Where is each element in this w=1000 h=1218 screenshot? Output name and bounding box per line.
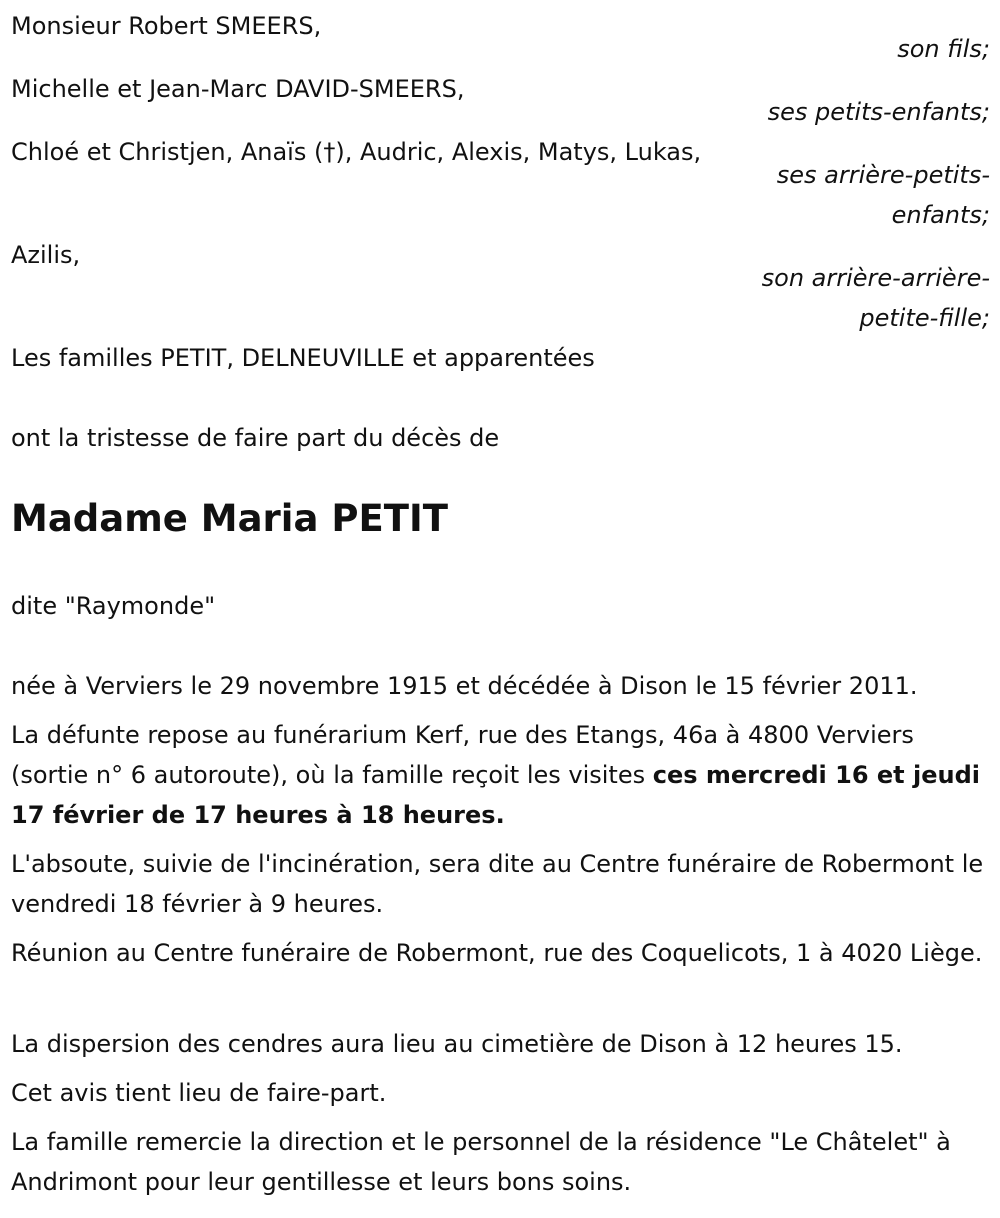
visit-paragraph bbox=[11, 715, 993, 835]
visit-text: La défunte repose au funérarium Kerf, rue des Etangs, 46a à 4800 Verviers (sortie n° 6 autoroute), où la famille reçoit les visites bbox=[11, 721, 914, 789]
dispersion-paragraph: La dispersion des cendres aura lieu au cimetière de Dison à 12 heures 15. bbox=[11, 1030, 903, 1058]
family-name-4: Azilis, bbox=[11, 241, 81, 269]
announcement: ont la tristesse de faire part du décès de bbox=[11, 424, 500, 452]
family-relation-1: son fils; bbox=[897, 35, 990, 63]
reunion-paragraph: Réunion au Centre funéraire de Robermont, rue des Coquelicots, 1 à 4020 Liège. bbox=[11, 939, 983, 967]
family-relation-2: ses petits-enfants; bbox=[767, 98, 990, 126]
family-name-2: Michelle et Jean-Marc DAVID-SMEERS, bbox=[11, 75, 465, 103]
family-relation-4b: petite-fille; bbox=[859, 304, 990, 332]
family-relation-3a: ses arrière-petits- bbox=[776, 161, 990, 189]
visit-hours: ces mercredi 16 et jeudi 17 février de 17 heures à 18 heures. bbox=[11, 761, 980, 829]
birth-death-paragraph: née à Verviers le 29 novembre 1915 et décédée à Dison le 15 février 2011. bbox=[11, 672, 918, 700]
family-relation-3b: enfants; bbox=[891, 201, 990, 229]
family-name-3: Chloé et Christjen, Anaïs (†), Audric, Alexis, Matys, Lukas, bbox=[11, 138, 702, 166]
family-name-5: Les familles PETIT, DELNEUVILLE et apparentées bbox=[11, 344, 595, 372]
deceased-nickname: dite "Raymonde" bbox=[11, 592, 216, 620]
notice-paragraph: Cet avis tient lieu de faire-part. bbox=[11, 1079, 387, 1107]
family-name-1: Monsieur Robert SMEERS, bbox=[11, 12, 322, 40]
family-relation-4a: son arrière-arrière- bbox=[761, 264, 990, 292]
deceased-name: Madame Maria PETIT bbox=[11, 497, 448, 540]
thanks-paragraph: La famille remercie la direction et le personnel de la résidence "Le Châtelet" à Andrimont pour leur gentillesse et leurs bons soins. bbox=[11, 1128, 951, 1196]
absoute-paragraph: L'absoute, suivie de l'incinération, sera dite au Centre funéraire de Robermont le vendredi 18 février à 9 heures. bbox=[11, 850, 984, 918]
